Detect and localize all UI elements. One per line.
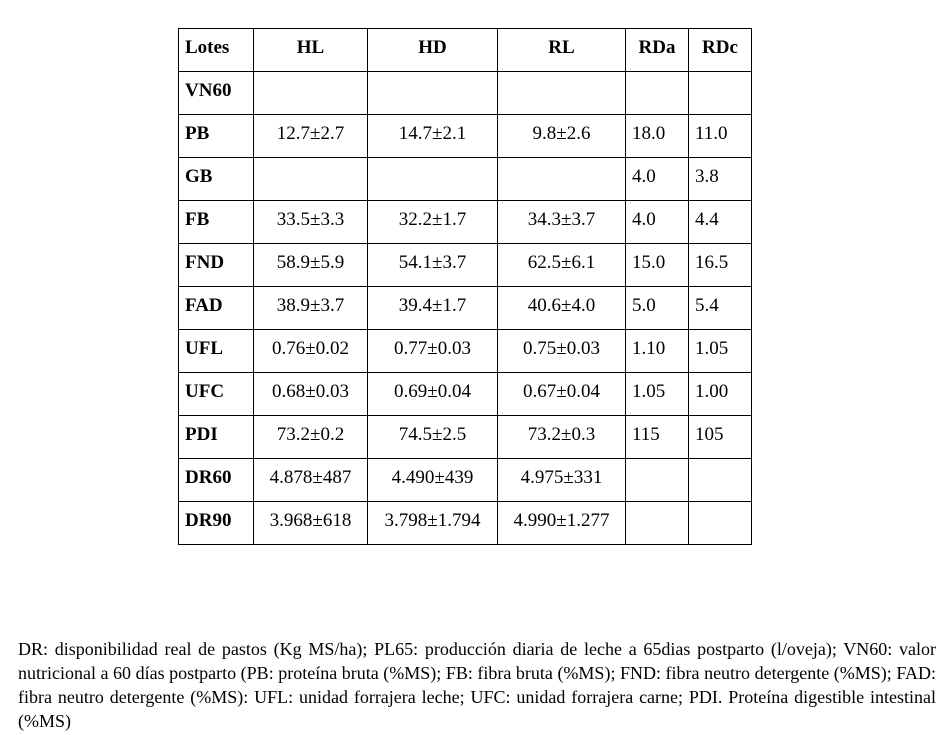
- table-row: [179, 287, 752, 330]
- cell-hd: 39.4±1.7: [368, 287, 498, 330]
- cell-rdc: [689, 502, 752, 545]
- cell-hd: 4.490±439: [368, 459, 498, 502]
- cell-hl: 73.2±0.2: [254, 416, 368, 459]
- cell-rda: 1.10: [626, 330, 689, 373]
- header-rdc: RDc: [689, 29, 752, 72]
- cell-rda: 1.05: [626, 373, 689, 416]
- table-row: [179, 201, 752, 244]
- table-row: [179, 416, 752, 459]
- cell-rdc: 16.5: [689, 244, 752, 287]
- cell-rdc: [689, 72, 752, 115]
- cell-rda: 5.0: [626, 287, 689, 330]
- cell-rdc: 105: [689, 416, 752, 459]
- cell-rl: 0.75±0.03: [498, 330, 626, 373]
- cell-rdc: 5.4: [689, 287, 752, 330]
- cell-rl: 9.8±2.6: [498, 115, 626, 158]
- cell-hl: 12.7±2.7: [254, 115, 368, 158]
- row-label: FB: [179, 201, 254, 244]
- cell-hl: 58.9±5.9: [254, 244, 368, 287]
- row-label: UFL: [179, 330, 254, 373]
- row-label: PDI: [179, 416, 254, 459]
- cell-hd: 32.2±1.7: [368, 201, 498, 244]
- cell-hd: [368, 158, 498, 201]
- cell-rda: 4.0: [626, 201, 689, 244]
- header-hl: HL: [254, 29, 368, 72]
- cell-hl: 0.76±0.02: [254, 330, 368, 373]
- cell-rl: 40.6±4.0: [498, 287, 626, 330]
- row-label: FND: [179, 244, 254, 287]
- cell-rdc: 1.05: [689, 330, 752, 373]
- table-row: [179, 330, 752, 373]
- row-label: DR60: [179, 459, 254, 502]
- cell-rdc: [689, 459, 752, 502]
- cell-rdc: 4.4: [689, 201, 752, 244]
- table-row: [179, 459, 752, 502]
- row-label: VN60: [179, 72, 254, 115]
- cell-rl: [498, 72, 626, 115]
- cell-hl: 3.968±618: [254, 502, 368, 545]
- cell-rda: [626, 459, 689, 502]
- row-label: FAD: [179, 287, 254, 330]
- table-row: [179, 373, 752, 416]
- cell-rda: 15.0: [626, 244, 689, 287]
- row-label: DR90: [179, 502, 254, 545]
- cell-rl: 73.2±0.3: [498, 416, 626, 459]
- table-row: [179, 72, 752, 115]
- cell-rl: 34.3±3.7: [498, 201, 626, 244]
- cell-hl: 0.68±0.03: [254, 373, 368, 416]
- cell-rda: 18.0: [626, 115, 689, 158]
- cell-hd: 0.69±0.04: [368, 373, 498, 416]
- header-rl: RL: [498, 29, 626, 72]
- cell-hd: [368, 72, 498, 115]
- cell-hl: [254, 72, 368, 115]
- header-lotes: Lotes: [179, 29, 254, 72]
- table-header-row: [179, 29, 752, 72]
- cell-hd: 54.1±3.7: [368, 244, 498, 287]
- cell-rdc: 11.0: [689, 115, 752, 158]
- cell-rl: 4.990±1.277: [498, 502, 626, 545]
- cell-rl: 62.5±6.1: [498, 244, 626, 287]
- cell-hd: 3.798±1.794: [368, 502, 498, 545]
- cell-hl: [254, 158, 368, 201]
- cell-rda: 4.0: [626, 158, 689, 201]
- cell-hd: 14.7±2.1: [368, 115, 498, 158]
- row-label: UFC: [179, 373, 254, 416]
- header-rda: RDa: [626, 29, 689, 72]
- table-row: [179, 502, 752, 545]
- cell-rda: 115: [626, 416, 689, 459]
- table-row: [179, 158, 752, 201]
- cell-rdc: 3.8: [689, 158, 752, 201]
- table-row: [179, 244, 752, 287]
- row-label: GB: [179, 158, 254, 201]
- table-row: [179, 115, 752, 158]
- cell-hd: 74.5±2.5: [368, 416, 498, 459]
- cell-rdc: 1.00: [689, 373, 752, 416]
- header-hd: HD: [368, 29, 498, 72]
- cell-rl: 0.67±0.04: [498, 373, 626, 416]
- cell-rl: [498, 158, 626, 201]
- table-caption: DR: disponibilidad real de pastos (Kg MS/ha); PL65: producción diaria de leche a 65dias postparto (l/oveja); VN60: valor nutricional a 60 días postparto (PB: proteína bruta (%MS); FB: fibra bruta (%MS); FND: fibra neutro detergente (%MS); FAD: fibra neutro detergente (%MS): UFL: unidad forrajera leche; UFC: unidad forrajera carne; PDI. Proteína digestible intestinal (%MS): [18, 639, 936, 731]
- cell-hd: 0.77±0.03: [368, 330, 498, 373]
- cell-hl: 33.5±3.3: [254, 201, 368, 244]
- nutrition-table: [178, 28, 752, 545]
- cell-hl: 38.9±3.7: [254, 287, 368, 330]
- cell-rda: [626, 502, 689, 545]
- row-label: PB: [179, 115, 254, 158]
- cell-hl: 4.878±487: [254, 459, 368, 502]
- cell-rda: [626, 72, 689, 115]
- cell-rl: 4.975±331: [498, 459, 626, 502]
